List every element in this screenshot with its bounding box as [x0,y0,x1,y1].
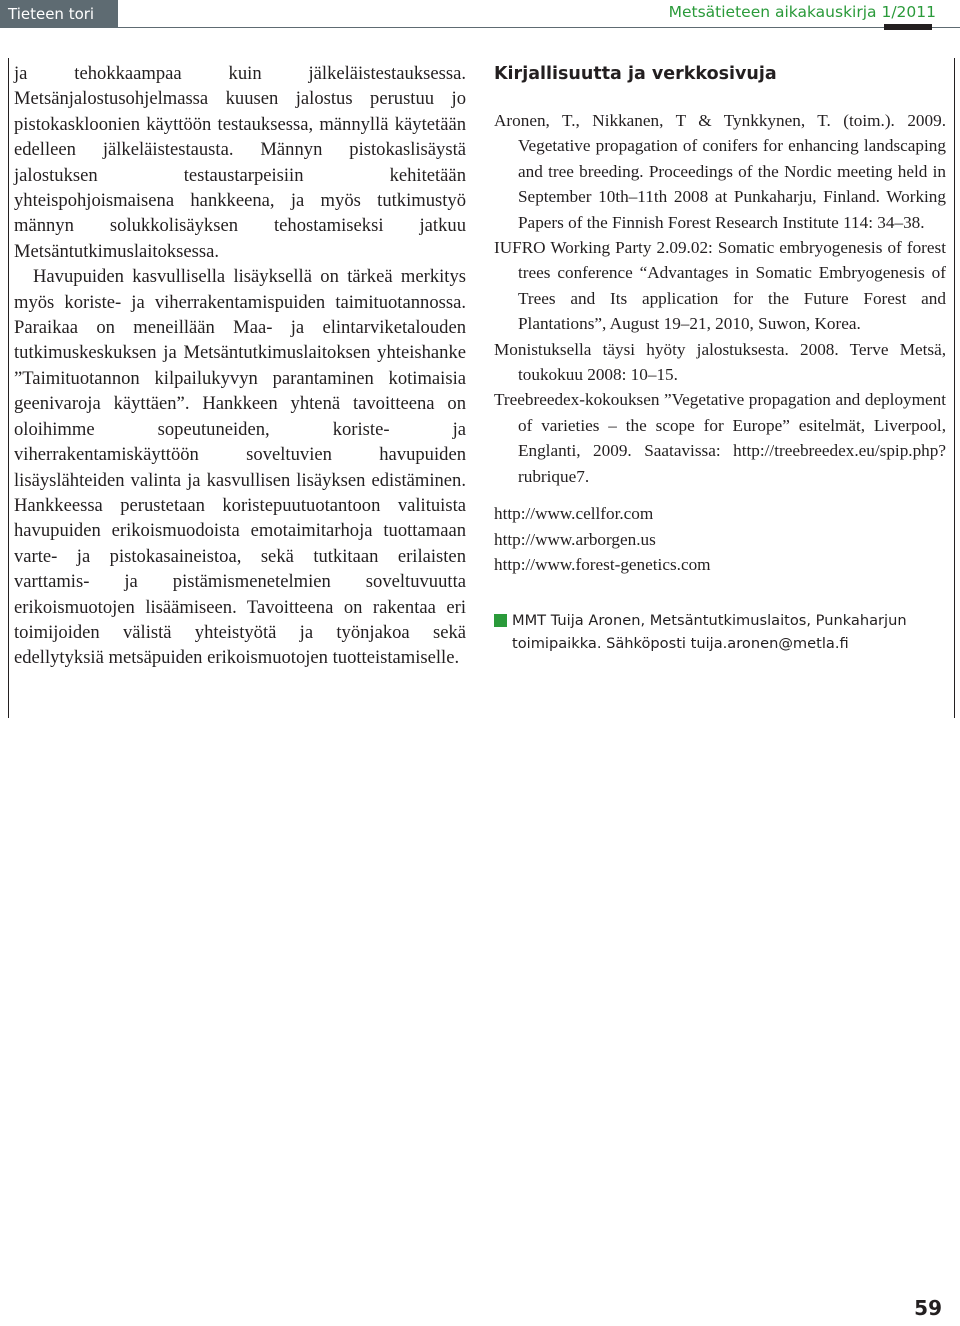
section-label: Tieteen tori [0,0,118,28]
web-links [494,501,946,577]
body-paragraph-2: Havupuiden kasvullisella lisäyksellä on tärkeä merkitys myös koriste- ja viherrakentamispuiden taimituotannossa. Paraikaa on meneillään Maa- ja elintarviketalouden tutkimuskeskuksen ja Metsäntutkimuslaitoksen yhteishanke ”Taimituotannon kilpailukyvyn parantaminen kotimaisia geenivaroja käyttäen”. Hankkeen yhtenä tavoitteena on oloihimme sopeutuneiden, koriste- ja viherrakentamiskäyttöön soveltuvien havupuiden lisäyslähteiden valinta ja kasvullisen lisäyksen edistäminen. Hankkeessa perustetaan koristepuutuotantoon valituista havupuiden erikoismuodoista emotaimitarhoja tuottamaan varte- ja pistokasaineistoa, sekä tutkitaan erilaisten varttamis- ja pistämismenetelmien soveltuvuutta erikoismuotojen lisäämiseen. Tavoitteena on rakentaa eri toimijoiden välistä yhteistyötä ja työnjakoa sekä edellytyksiä metsäpuiden erikoismuotojen tuotteistamiselle. [14,266,466,669]
author-info [494,609,946,655]
header-mark [884,24,932,30]
references-heading: Kirjallisuutta ja verkkosivuja [494,64,777,84]
right-column-content [494,58,946,655]
reference-item: Monistuksella täysi hyöty jalostuksesta. 2008. Terve Metsä, toukokuu 2008: 10–15. [494,339,946,385]
reference-item: IUFRO Working Party 2.09.02: Somatic embryogenesis of forest trees conference “Advantages in Somatic Embryogenesis of Trees and Its application for the Future Forest and Plantations”, August 19–21, 2010, Suwon, Korea. [494,238,946,334]
left-column-text [14,61,466,671]
page-number: 59 [914,1296,942,1320]
page-header [0,0,960,30]
author-square-icon [494,614,507,627]
web-link[interactable]: http://www.arborgen.us [494,529,656,549]
header-rule [118,27,960,28]
web-link[interactable]: http://www.forest-genetics.com [494,554,711,574]
reference-item: Treebreedex-kokouksen ”Vegetative propagation and deployment of varieties – the scope for Europe” esitelmät, Liverpool, Englanti, 2009. Saatavissa: http://treebreedex.eu/spip.php?rubrique7. [494,390,946,486]
left-column [8,58,469,718]
right-column [488,58,955,718]
author-text: MMT Tuija Aronen, Metsäntutkimuslaitos, Punkaharjun toimipaikka. Sähköposti tuija.aronen@metla.fi [512,612,907,653]
body-paragraph-1: ja tehokkaampaa kuin jälkeläistestauksessa. Metsänjalostusohjelmassa kuusen jalostus perustuu jo pistokaskloonien käyttöön testauksessa, männyllä käytetään edelleen jälkeläistestausta. Männyn pistokaslisäystä jalostuksen testaustarpeisiin kehitetään yhteispohjoismaisena hankkeena, ja myös tutkimustyö männyn solukkolisäyksen tehostamiseksi jatkuu Metsäntutkimuslaitoksessa. [14,63,466,262]
journal-title: Metsätieteen aikakauskirja 1/2011 [668,3,936,21]
web-link[interactable]: http://www.cellfor.com [494,504,654,524]
reference-item: Aronen, T., Nikkanen, T & Tynkkynen, T. (toim.). 2009. Vegetative propagation of conifers for enhancing landscaping and tree breeding. Proceedings of the Nordic meeting held in September 10th–11th 2008 at Punkaharju, Finland. Working Papers of the Finnish Forest Research Institute 114: 34–38. [494,111,946,232]
